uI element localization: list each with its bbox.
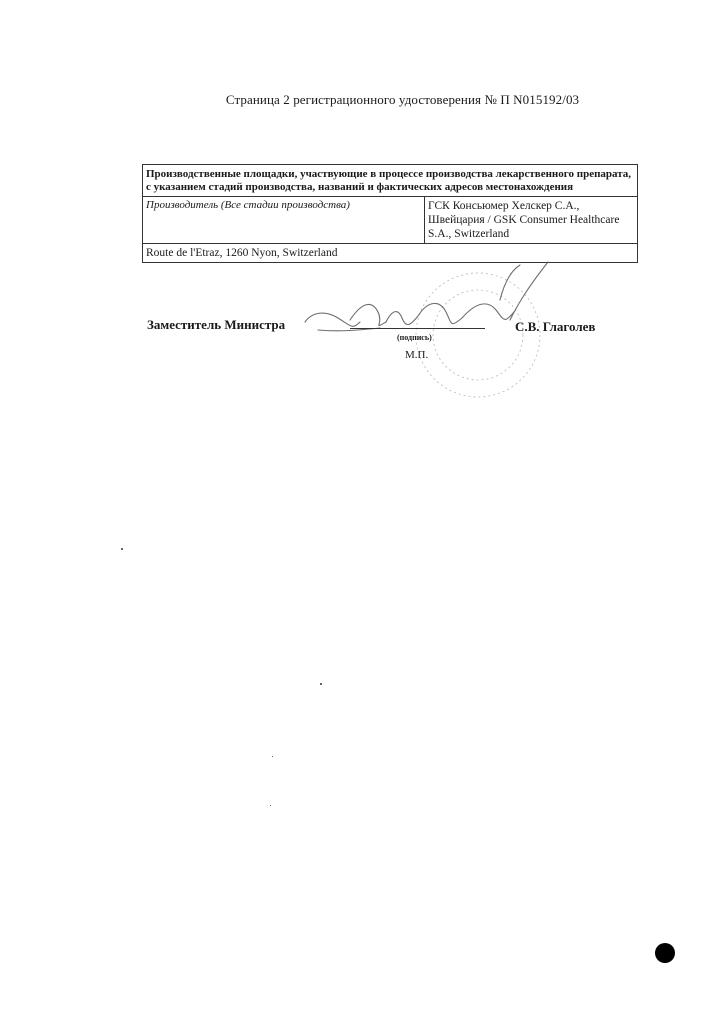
scan-speck — [272, 756, 273, 757]
seal-stamp-icon — [416, 273, 540, 397]
company-line-3: S.A., Switzerland — [428, 228, 510, 240]
address-cell: Route de l'Etraz, 1260 Nyon, Switzerland — [143, 244, 638, 263]
handwritten-signature-icon — [305, 262, 548, 331]
page-mark-dot — [655, 943, 675, 963]
signer-title: Заместитель Министра — [147, 317, 286, 332]
company-line-2: Швейцария / GSK Consumer Healthcare — [428, 214, 620, 226]
scan-speck — [270, 805, 271, 806]
signature-caption: (подпись) — [397, 333, 432, 342]
signature-block — [0, 0, 725, 420]
scan-speck — [121, 548, 123, 550]
signature-stamp-drawing — [0, 0, 725, 420]
table-header-cell: Производственные площадки, участвующие в процессе производства лекарственного препарата, с указанием стадий производства, названий и фактических адресов местонахождения — [143, 165, 638, 197]
company-line-1: ГСК Консьюмер Хелскер С.А., — [428, 200, 580, 212]
scan-speck — [320, 683, 322, 685]
signature-line — [350, 328, 485, 329]
signer-name: С.В. Глаголев — [515, 319, 596, 334]
page-header: Страница 2 регистрационного удостоверения № П N015192/03 — [225, 92, 580, 107]
seal-label: М.П. — [405, 349, 429, 361]
manufacturer-role-cell: Производитель (Все стадии производства) — [143, 197, 425, 244]
